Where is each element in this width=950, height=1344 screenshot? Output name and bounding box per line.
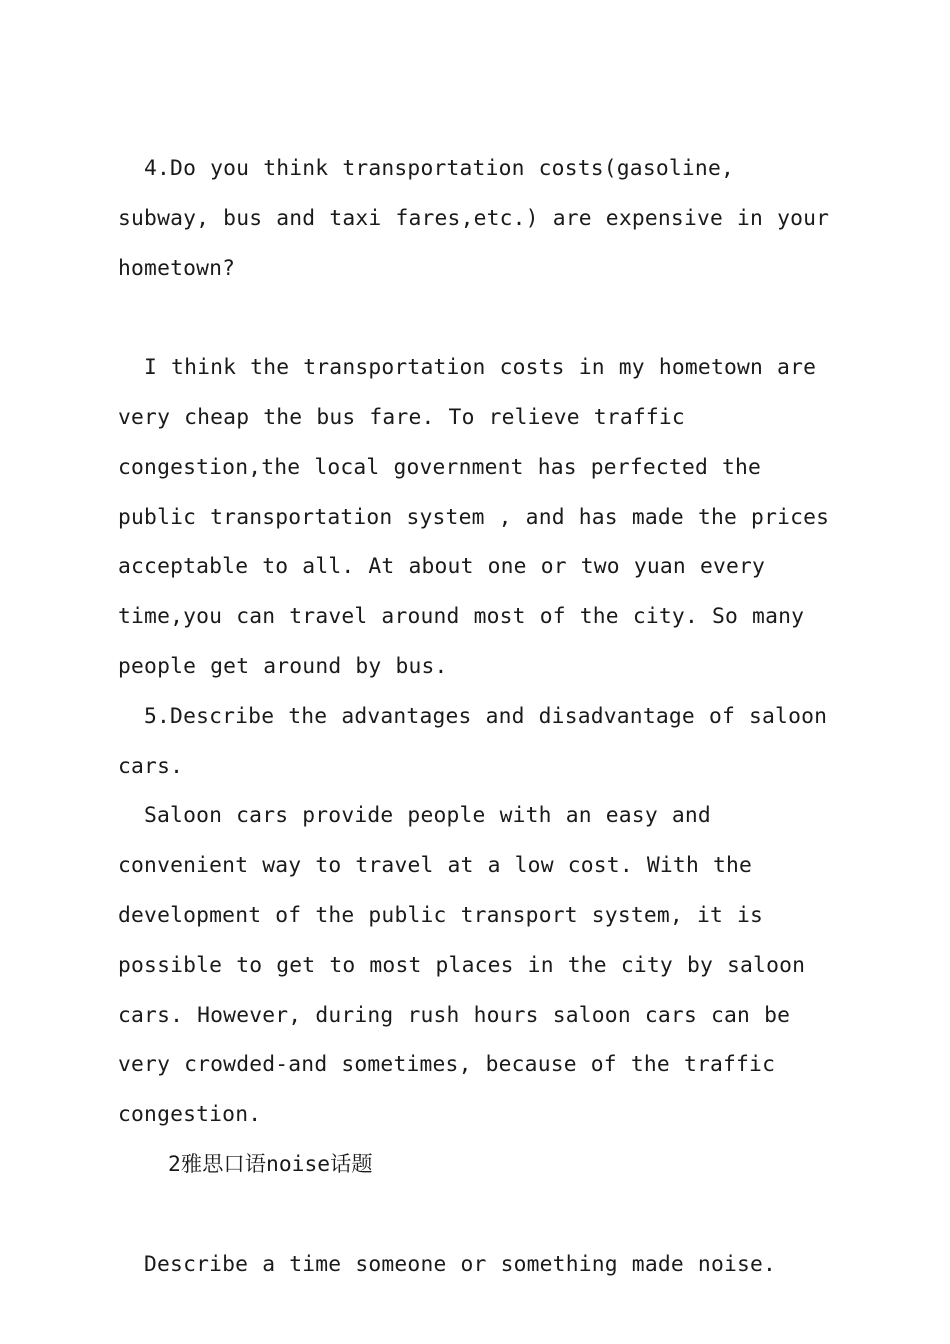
answer-5: Saloon cars provide people with an easy and convenient way to travel at a low cost. With the development of the public transport system, it is possible to get to most places in the city by saloon cars. However, during rush hours saloon cars can be very crowded-and sometimes, because of the traffic congestion. [118, 803, 806, 1128]
question-4: 4.Do you think transportation costs(gasoline, subway, bus and taxi fares,etc.) are expensive in your hometown? [118, 156, 830, 281]
answer-4: I think the transportation costs in my hometown are very cheap the bus fare. To relieve traffic congestion,the local government has perfected the public transportation system , and has made the prices acceptable to all. At about one or two yuan every time,you can travel around most of the city. So many people get around by bus. [118, 355, 830, 679]
noise-prompt: Describe a time someone or something made noise. [144, 1251, 777, 1277]
question-5: 5.Describe the advantages and disadvantage of saloon cars. [118, 703, 828, 779]
section-2-heading: 2雅思口语noise话题 [168, 1151, 373, 1177]
document-body [118, 144, 834, 1289]
blank-line [118, 293, 834, 343]
blank-line [118, 1190, 834, 1240]
